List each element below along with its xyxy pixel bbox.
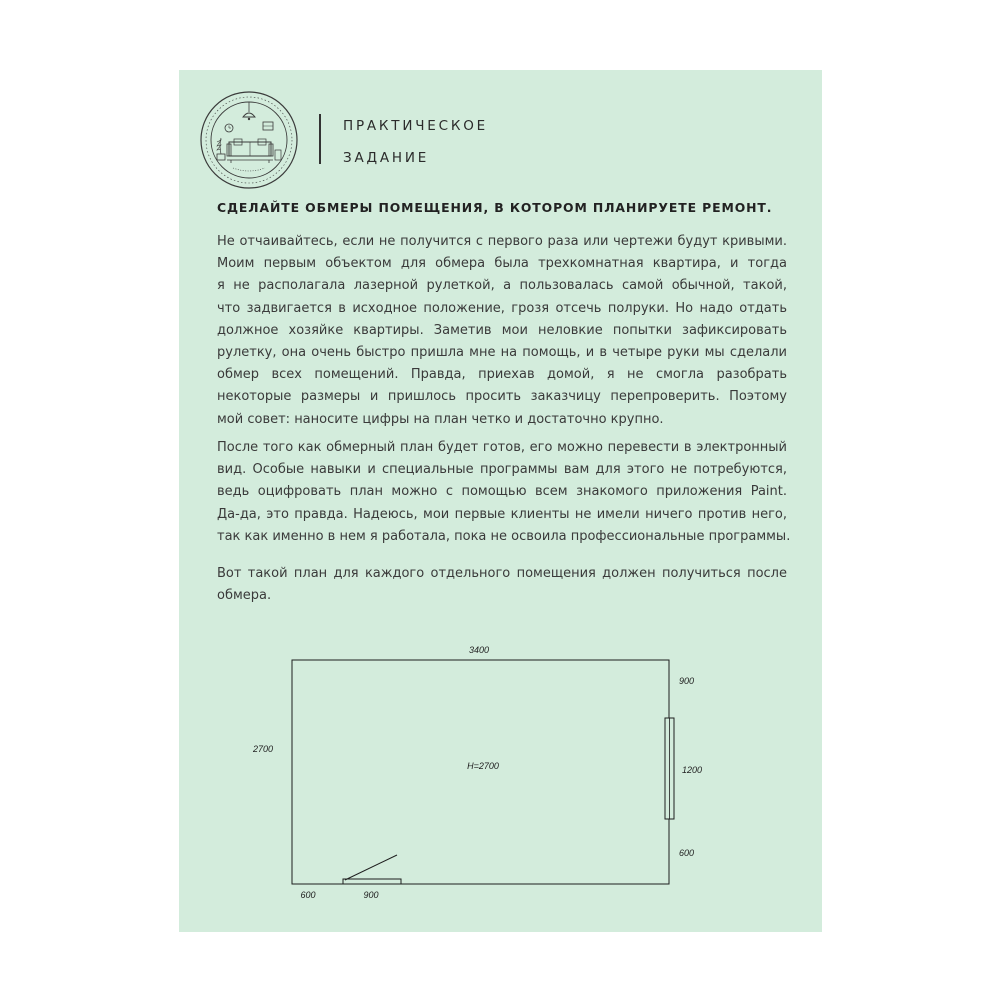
text-line: некоторые размеры и пришлось просить заказчицу перепроверить. Поэтому [217,389,787,405]
dimension-door-width: 900 [363,890,379,900]
text-line: мой совет: наносите цифры на план четко и достаточно крупно. [217,411,664,427]
dimension-window-width: 1200 [682,765,703,775]
text-line: рулетку, она очень быстро пришла мне на помощь, и в четыре руки мы сделали [217,345,787,361]
ceiling-height-label: H=2700 [467,761,499,771]
dimension-window-offset-bottom: 600 [679,848,695,858]
dimension-room-width: 3400 [468,645,490,655]
text-line: я не располагала лазерной рулеткой, а пользовалась самой обычной, такой, [217,278,787,294]
text-line: Моим первым объектом для обмера была трехкомнатная квартира, и тогда [217,256,787,272]
door-leaf [345,855,397,880]
door-opening [343,879,401,884]
section-title-line-1: ПРАКТИЧЕСКОЕ [343,118,489,134]
dimension-window-offset-top: 900 [679,676,695,686]
text-line: обмер всех помещений. Правда, приехав домой, я не смогла разобрать [217,367,787,383]
room-outline [292,660,669,884]
text-line: Вот такой план для каждого отдельного помещения должен получиться после [217,566,787,581]
header-divider [319,114,321,164]
paragraph-digital-plan [217,437,791,548]
text-line: ведь оцифровать план можно с помощью всем знакомого приложения Paint. [217,484,787,500]
room-measurement-plan [179,630,822,930]
text-line: так как именно в нем я работала, пока не освоила профессиональные программы. [217,528,791,544]
paragraph-measurement-advice [217,231,787,431]
task-heading: СДЕЛАЙТЕ ОБМЕРЫ ПОМЕЩЕНИЯ, В КОТОРОМ ПЛАНИРУЕТЕ РЕМОНТ. [217,200,773,215]
text-line: Не отчаивайтесь, если не получится с первого раза или чертежи будут кривыми. [217,234,787,249]
text-line: вид. Особые навыки и специальные программы вам для этого не потребуются, [217,462,787,478]
text-line: После того как обмерный план будет готов, его можно перевести в электронный [217,440,787,455]
dimension-room-depth: 2700 [252,744,274,754]
paragraph-plan-intro [217,563,787,607]
text-line: что задвигается в исходное положение, грозя отсечь полруки. Но надо отдать [217,300,787,316]
text-line: Да-да, это правда. Надеюсь, мои первые клиенты не имели ничего против него, [217,506,787,522]
dimension-door-offset-left: 600 [300,890,316,900]
section-title [343,110,488,174]
room-interior-emblem-icon [199,90,299,190]
section-title-line-2: ЗАДАНИЕ [343,150,430,166]
text-line: должное хозяйке квартиры. Заметив мои неловкие попытки зафиксировать [217,322,787,338]
book-page [179,70,822,932]
text-line: обмера. [217,588,272,604]
